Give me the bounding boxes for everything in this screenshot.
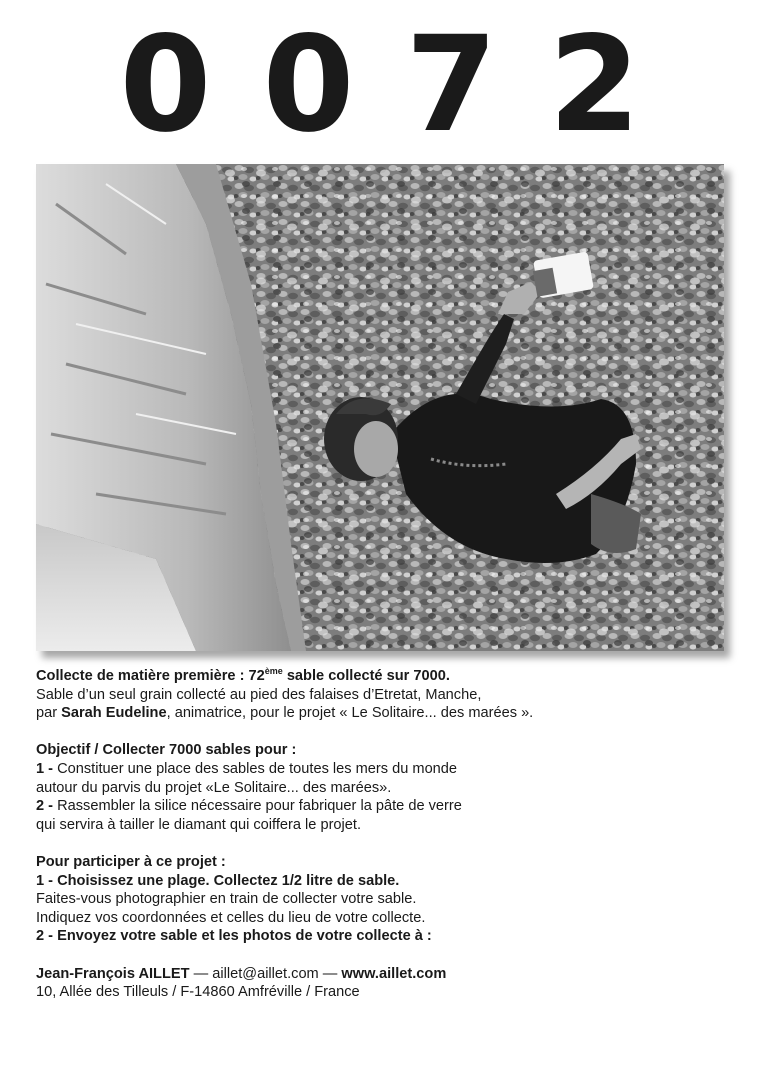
intro-line1: Sable d’un seul grain collecté au pied des falaises d’Etretat, Manche,	[36, 686, 482, 703]
participate-line1: Faites-vous photographier en train de collecter votre sable.	[36, 891, 417, 908]
collector-name: Sarah Eudeline	[61, 705, 167, 722]
objective-item1-number: 1 -	[36, 760, 58, 777]
objective-item2-text: Rassembler la silice nécessaire pour fabriquer la pâte de verre	[57, 798, 462, 815]
objective-item1-text: Constituer une place des sables de toutes les mers du monde	[57, 760, 458, 777]
objective-item1-cont: autour du parvis du projet «Le Solitaire... des marées».	[36, 779, 392, 796]
participate-heading	[36, 853, 726, 872]
objective-item2	[36, 797, 726, 816]
participate-step1	[36, 872, 726, 891]
participate-line2: Indiquez vos coordonnées et celles du lieu de votre collecte.	[36, 909, 426, 926]
contact-name: Jean-François AILLET	[36, 965, 190, 982]
contact-separator: —	[318, 965, 342, 982]
intro-line2-suffix: , animatrice, pour le projet « Le Solitaire... des marées ».	[166, 705, 534, 722]
intro-line2-prefix: par	[36, 705, 62, 722]
intro-heading-suffix: sable collecté sur 7000.	[282, 668, 450, 684]
number-digit: 0	[262, 8, 355, 162]
contact-line	[36, 965, 726, 984]
contact-website[interactable]: www.aillet.com	[341, 965, 447, 982]
contact-separator: —	[189, 965, 213, 982]
intro-heading-prefix: Collecte de matière première : 72	[36, 668, 265, 684]
objective-item1	[36, 760, 726, 779]
number-digit: 0	[119, 8, 212, 162]
intro-heading-sup: ème	[264, 666, 283, 676]
photo-image	[36, 164, 724, 651]
intro-line2	[36, 704, 726, 723]
objective-item2-cont: qui servira à tailler le diamant qui coiffera le projet.	[36, 816, 362, 833]
participate-heading-text: Pour participer à ce projet :	[36, 853, 226, 870]
participate-step1-text: 1 - Choisissez une plage. Collectez 1/2 litre de sable.	[36, 872, 400, 889]
participate-step2	[36, 927, 726, 946]
beach-photo	[36, 164, 724, 651]
objective-heading-text: Objectif / Collecter 7000 sables pour :	[36, 742, 297, 759]
number-digit: 2	[548, 8, 641, 162]
article-text	[36, 667, 726, 1002]
objective-heading	[36, 741, 726, 760]
contact-address: 10, Allée des Tilleuls / F-14860 Amfréville / France	[36, 984, 360, 1001]
collection-number	[0, 8, 760, 162]
number-digit: 7	[405, 8, 498, 162]
objective-item2-number: 2 -	[36, 798, 58, 815]
intro-heading	[36, 667, 726, 686]
participate-step2-text: 2 - Envoyez votre sable et les photos de votre collecte à :	[36, 928, 432, 945]
contact-email[interactable]: aillet@aillet.com	[212, 965, 319, 982]
